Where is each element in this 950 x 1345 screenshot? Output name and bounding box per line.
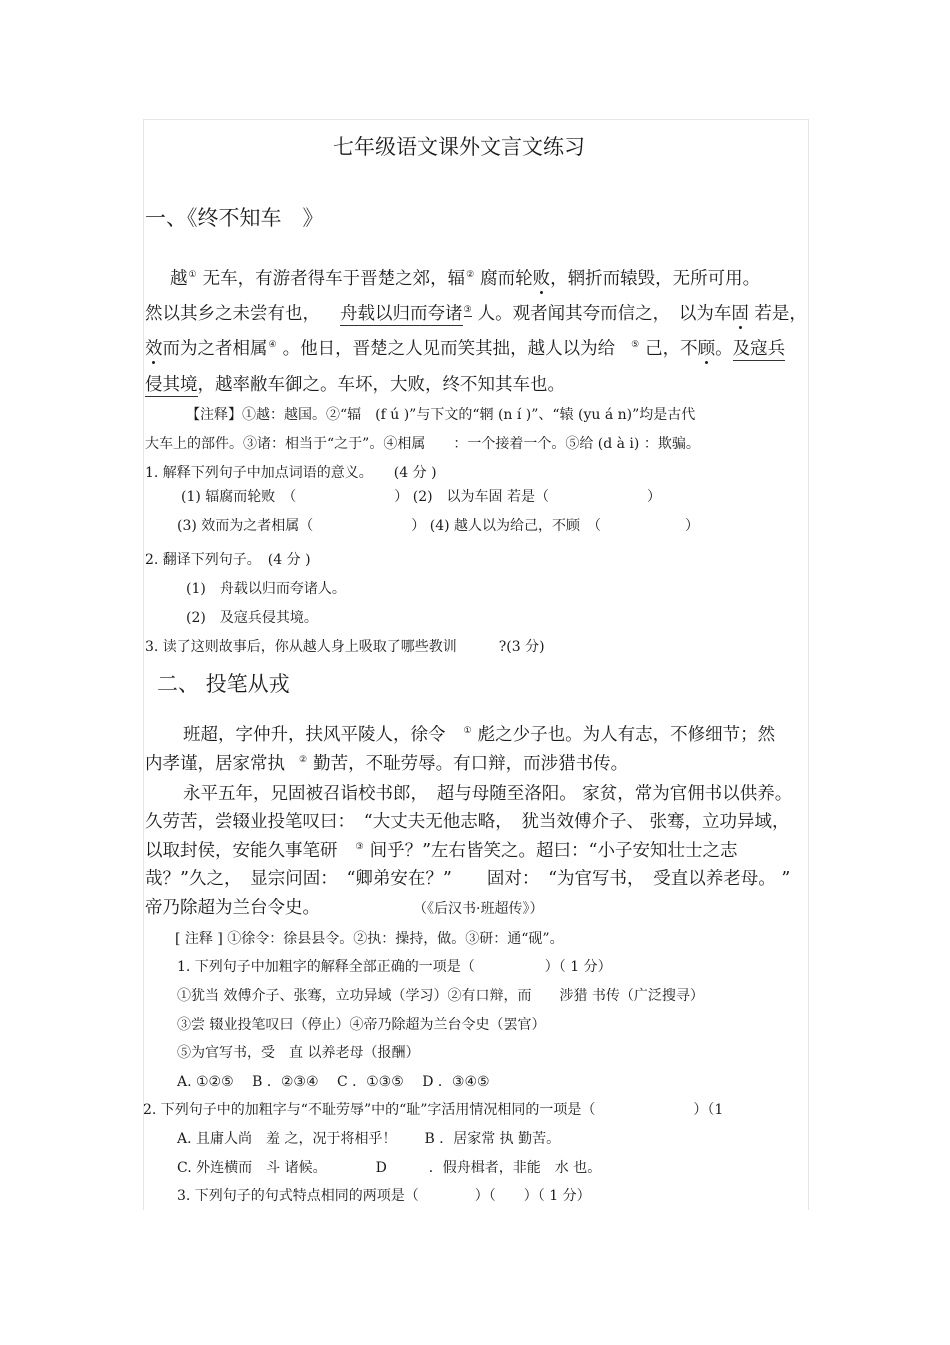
footnote-mark: ⑤ [631, 340, 640, 351]
text: 然以其乡之未尝有也， [145, 304, 320, 324]
s2-para-line-5 [145, 837, 737, 862]
s1-note-line-2: 大车上的部件。③诸：相当于“之于”。④相属 ：一个接着一个。⑤给 (d à i) ：欺骗。 [145, 436, 700, 452]
text: 彪之少子也。为人有志，不修细节；然 [477, 725, 776, 745]
s2-question-3: 3. 下列句子的句式特点相同的两项是（ ）（ ）（ 1 分） [177, 1188, 591, 1204]
dotted-word: 败 [532, 269, 551, 289]
s1-para-line-3 [145, 335, 785, 360]
s2-para-line-1 [183, 721, 775, 746]
dotted-word: 效 [145, 339, 163, 359]
s1-question-2: 2. 翻译下列句子。 (4 分 ) [145, 552, 311, 568]
text: 帝乃除超为兰台令史。 [145, 898, 320, 918]
underlined-sentence: 舟载以归而夸诸 [340, 304, 463, 324]
text: 勤苦，不耻劳辱。有口辩，而涉猎书传。 [313, 754, 629, 774]
dotted-word: 顾 [697, 339, 716, 359]
text: 腐而轮 [480, 269, 533, 289]
s2-para-line-3: 永平五年，兄固被召诣校书郎， 超与母随至洛阳。 家贫，常为官佣书以供养。 [183, 784, 793, 804]
s2-question-1-line-2: ③尝 辍业投笔叹曰（停止）④帝乃除超为兰台令史（罢官） [177, 1017, 546, 1033]
page-title: 七年级语文课外文言文练习 [333, 135, 585, 159]
s1-question-2-item-2: (2) 及寇兵侵其境。 [186, 610, 318, 626]
s1-para-line-4 [145, 371, 565, 396]
text: 无车，有游者得车于晋楚之郊，辐 [202, 269, 466, 289]
footnote-mark: ④ [268, 340, 277, 351]
section-1-heading: 一、《终不知车 》 [145, 206, 324, 230]
footnote-mark: ② [466, 270, 475, 281]
s1-question-1-items-a: (1) 辐腐而轮败 （ ） (2) 以为车固 若是（ ） [181, 489, 662, 505]
s2-question-1-options: A. ①②⑤ B ．②③④ C ．①③⑤ D ．③④⑤ [177, 1074, 490, 1090]
s2-question-2-options-ab: A. 且庸人尚 羞 之，况于将相乎！ B ．居家常 执 勤苦。 [177, 1131, 561, 1147]
text: 以取封侯，安能久事笔研 [145, 841, 338, 861]
footnote-mark: ① [463, 726, 472, 737]
text: ，越率敝车御之。车坏，大败，终不知其车也。 [197, 375, 565, 395]
s2-para-line-2 [145, 750, 628, 775]
text: 。他日，晋楚之人见而笑其拙，越人以为给 [282, 339, 616, 359]
text: 而为之者相属 [162, 339, 268, 359]
dotted-word: 固 [731, 304, 749, 324]
s1-para-line-1 [170, 265, 760, 290]
footnote-mark: ① [188, 270, 197, 281]
text: 班超，字仲升，扶风平陵人，徐令 [183, 725, 446, 745]
text: 若是， [754, 304, 807, 324]
text: 内孝谨，居家常执 [145, 754, 285, 774]
text: 。 [715, 339, 733, 359]
s2-question-2-options-cd: C. 外连横而 斗 诸候。 D ．假舟楫者，非能 水 也。 [177, 1160, 602, 1176]
s2-note: [ 注释 ] ①徐令：徐县县令。②执：操持，做。③研：通“砚”。 [175, 931, 564, 947]
section-2-heading: 二、 投笔从戎 [157, 672, 290, 696]
s1-question-1-items-b: (3) 效而为之者相属（ ） (4) 越人以为给己，不顾 （ ） [177, 518, 700, 534]
s1-para-line-2 [145, 300, 807, 325]
footnote-mark: ③ [463, 305, 472, 316]
text: 人。观者闻其夸而信之， 以为车 [477, 304, 732, 324]
s2-para-line-7 [145, 894, 543, 919]
s2-question-1: 1. 下列句子中加粗字的解释全部正确的一项是（ ）（ 1 分） [177, 959, 612, 975]
s2-question-1-line-3: ⑤为官写书，受 直 以养老母（报酬） [177, 1045, 420, 1061]
s2-question-1-line-1: ①犹当 效傅介子、张骞，立功异域（学习）②有口辩，而 涉猎 书传（广泛搜寻） [177, 988, 704, 1004]
underlined-sentence: 及寇兵 [732, 339, 786, 359]
s2-para-line-4: 久劳苦，尝辍业投笔叹曰： “大丈夫无他志略， 犹当效傅介子、 张骞，立功异域， [145, 812, 790, 832]
source-citation: （《后汉书·班超传》） [420, 901, 544, 917]
s1-question-1: 1. 解释下列句子中加点词语的意义。 (4 分 ) [145, 465, 437, 481]
text: 己，不 [645, 339, 698, 359]
s2-question-2: 2. 下列句子中的加粗字与“不耻劳辱”中的“耻”字活用情况相同的一项是（ ）（1 [143, 1102, 724, 1118]
s2-para-line-6: 哉？”久之， 显宗问固： “卿弟安在？” 固对： “为官写书， 受直以养老母。 ” [145, 869, 791, 889]
text: 间乎？”左右皆笑之。超曰：“小子安知壮士之志 [369, 841, 738, 861]
s1-question-3: 3. 读了这则故事后，你从越人身上吸取了哪些教训 ?(3 分) [145, 639, 545, 655]
underlined-sentence: 侵其境 [145, 375, 198, 395]
footnote-mark: ② [299, 755, 308, 766]
s1-note-line-1: 【注释】①越：越国。②“辐 (f ú )”与下文的“辋 (n í )”、“辕 (yu á n)”均是古代 [186, 407, 696, 423]
footnote-mark: ③ [355, 842, 364, 853]
s1-question-2-item-1: (1) 舟载以归而夸诸人。 [186, 581, 346, 597]
text: ，辋折而辕毁，无所可用。 [550, 269, 761, 289]
text: 越 [170, 269, 188, 289]
